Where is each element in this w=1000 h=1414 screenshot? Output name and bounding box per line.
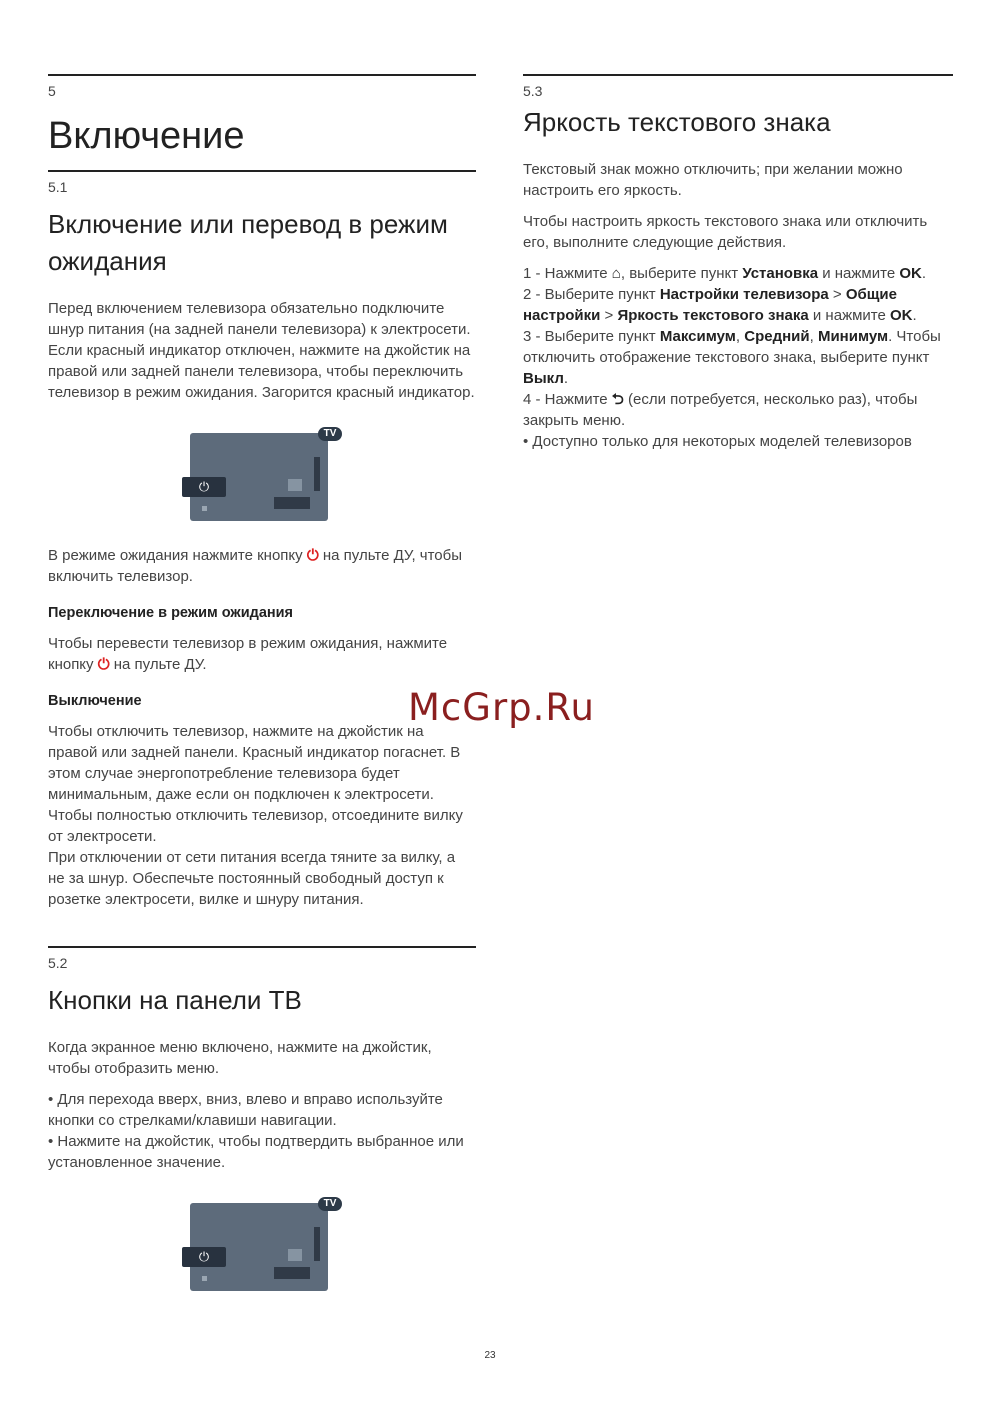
section-title: Яркость текстового знака xyxy=(523,107,831,137)
right-column xyxy=(523,74,953,462)
paragraph xyxy=(523,159,953,201)
text-fragment: В режиме ожидания нажмите кнопку xyxy=(48,547,303,564)
joystick-power-icon: ⏻ xyxy=(182,1247,226,1267)
text-fragment: . Чтобы xyxy=(888,328,941,345)
menu-term: Выкл xyxy=(523,370,564,387)
text-line: минимальным, даже если он подключен к электросети. xyxy=(48,786,434,803)
text-fragment: и нажмите xyxy=(822,265,896,282)
text-fragment: > xyxy=(832,286,842,303)
section-number: 5 xyxy=(48,83,56,99)
tv-illustration xyxy=(182,1193,342,1293)
text-line: • Для перехода вверх, вниз, влево и вправо используйте xyxy=(48,1091,443,1108)
text-fragment: 4 - Нажмите xyxy=(523,391,608,408)
indicator-light xyxy=(202,1276,207,1281)
text-line: розетке электросети, вилке и шнуру питания. xyxy=(48,891,364,908)
text-fragment: 2 - Выберите пункт xyxy=(523,286,656,303)
text-line: закрыть меню. xyxy=(523,412,626,429)
text-fragment: (если потребуется, несколько раз), чтобы xyxy=(627,391,918,408)
tv-port xyxy=(288,1249,302,1261)
text-line: от электросети. xyxy=(48,828,157,845)
section-number: 5.2 xyxy=(48,955,68,971)
paragraph xyxy=(48,1037,476,1079)
section-title-line: Включение или перевод в режим xyxy=(48,209,448,239)
section-rule xyxy=(523,74,953,76)
text-line: • Нажмите на джойстик, чтобы подтвердить выбранное или xyxy=(48,1133,464,1150)
tv-port xyxy=(274,1267,310,1279)
section-rule xyxy=(48,74,476,76)
tv-side-bar xyxy=(314,1227,320,1261)
back-icon: ⮌ xyxy=(611,391,624,408)
menu-term: Яркость текстового знака xyxy=(617,307,809,324)
tv-illustration xyxy=(182,423,342,523)
power-icon: ⏻ xyxy=(97,656,110,673)
text-line: Перед включением телевизора обязательно подключите xyxy=(48,300,445,317)
menu-term: Настройки телевизора xyxy=(659,286,829,303)
section-rule xyxy=(48,946,476,948)
text-line: Когда экранное меню включено, нажмите на джойстик, xyxy=(48,1039,432,1056)
text-fragment: 3 - Выберите пункт xyxy=(523,328,656,345)
text-fragment: на пульте ДУ. xyxy=(113,656,207,673)
text-line: Чтобы настроить яркость текстового знака или отключить xyxy=(523,213,928,230)
text-line: включить телевизор. xyxy=(48,568,193,585)
text-line: правой или задней панели телевизора, чтобы переключить xyxy=(48,363,464,380)
home-icon: ⌂ xyxy=(611,265,621,282)
page-number: 23 xyxy=(484,1350,496,1361)
text-line: кнопки со стрелками/клавиши навигации. xyxy=(48,1112,337,1129)
indicator-light xyxy=(202,506,207,511)
text-fragment: 1 - Нажмите xyxy=(523,265,608,282)
section-title xyxy=(48,206,476,280)
text-line: Текстовый знак можно отключить; при желании можно xyxy=(523,161,903,178)
text-line: правой или задней панели. Красный индикатор погаснет. В xyxy=(48,744,461,761)
menu-term: Общие xyxy=(845,286,897,303)
menu-term: Максимум xyxy=(659,328,736,345)
text-line: Чтобы отключить телевизор, нажмите на джойстик на xyxy=(48,723,424,740)
menu-term: OK xyxy=(899,265,922,282)
tv-port xyxy=(274,497,310,509)
text-line: настроить его яркость. xyxy=(523,182,682,199)
text-line: его, выполните следующие действия. xyxy=(523,234,787,251)
watermark: McGrp.Ru xyxy=(408,686,595,729)
paragraph xyxy=(523,211,953,253)
paragraph xyxy=(48,1089,476,1173)
text-fragment: на пульте ДУ, чтобы xyxy=(322,547,463,564)
tv-side-bar xyxy=(314,457,320,491)
tv-badge: TV xyxy=(318,427,342,441)
text-line: Если красный индикатор отключен, нажмите на джойстик на xyxy=(48,342,471,359)
subheading: Выключение xyxy=(48,693,142,709)
text-fragment: и нажмите xyxy=(812,307,886,324)
menu-term: Установка xyxy=(742,265,819,282)
text-fragment: > xyxy=(604,307,614,324)
subheading: Переключение в режим ожидания xyxy=(48,605,294,621)
steps-list: 1 - Нажмите ⌂, выберите пункт Установка и нажмите OK. 2 - Выберите пункт Настройки телевизора > Общие настройки > Яркость текстового знака и нажмите OK. 3 - Выберите пункт Максимум, Средний, Минимум. Чтобы отключить отображение текстового знака, выберите пункт Выкл. 4 - Нажмите ⮌ (если потребуется, несколько раз), чтобы закрыть меню. • Доступно только для некоторых моделей телевизоров xyxy=(523,265,941,450)
text-line: не за шнур. Обеспечьте постоянный свободный доступ к xyxy=(48,870,444,887)
section-title: Кнопки на панели ТВ xyxy=(48,985,302,1015)
text-line: шнур питания (на задней панели телевизора) к электросети. xyxy=(48,321,471,338)
text-line: При отключении от сети питания всегда тяните за вилку, а xyxy=(48,849,456,866)
text-line: отключить отображение текстового знака, выберите пункт xyxy=(523,349,930,366)
section-number: 5.1 xyxy=(48,179,68,195)
joystick-power-icon: ⏻ xyxy=(182,477,226,497)
menu-term: Средний xyxy=(744,328,810,345)
paragraph xyxy=(48,298,476,403)
paragraph xyxy=(48,545,476,587)
text-line: установленное значение. xyxy=(48,1154,226,1171)
paragraph xyxy=(48,633,476,675)
section-title-line: ожидания xyxy=(48,246,167,276)
text-line: чтобы отобразить меню. xyxy=(48,1060,220,1077)
note-line: • Доступно только для некоторых моделей телевизоров xyxy=(523,433,912,450)
text-line: Чтобы полностью отключить телевизор, отсоедините вилку xyxy=(48,807,463,824)
text-line: телевизор в режим ожидания. Загорится красный индикатор. xyxy=(48,384,475,401)
menu-term: OK xyxy=(890,307,913,324)
text-fragment: , выберите пункт xyxy=(620,265,739,282)
section-number: 5.3 xyxy=(523,83,543,99)
menu-term: настройки xyxy=(523,307,601,324)
text-line: этом случае энергопотребление телевизора будет xyxy=(48,765,400,782)
menu-term: Минимум xyxy=(817,328,889,345)
tv-port xyxy=(288,479,302,491)
paragraph xyxy=(48,721,476,910)
chapter-title: Включение xyxy=(48,115,245,157)
power-icon: ⏻ xyxy=(306,547,319,564)
tv-badge: TV xyxy=(318,1197,342,1211)
section-rule xyxy=(48,170,476,172)
text-line: Чтобы перевести телевизор в режим ожидания, нажмите xyxy=(48,635,448,652)
text-fragment: кнопку xyxy=(48,656,94,673)
